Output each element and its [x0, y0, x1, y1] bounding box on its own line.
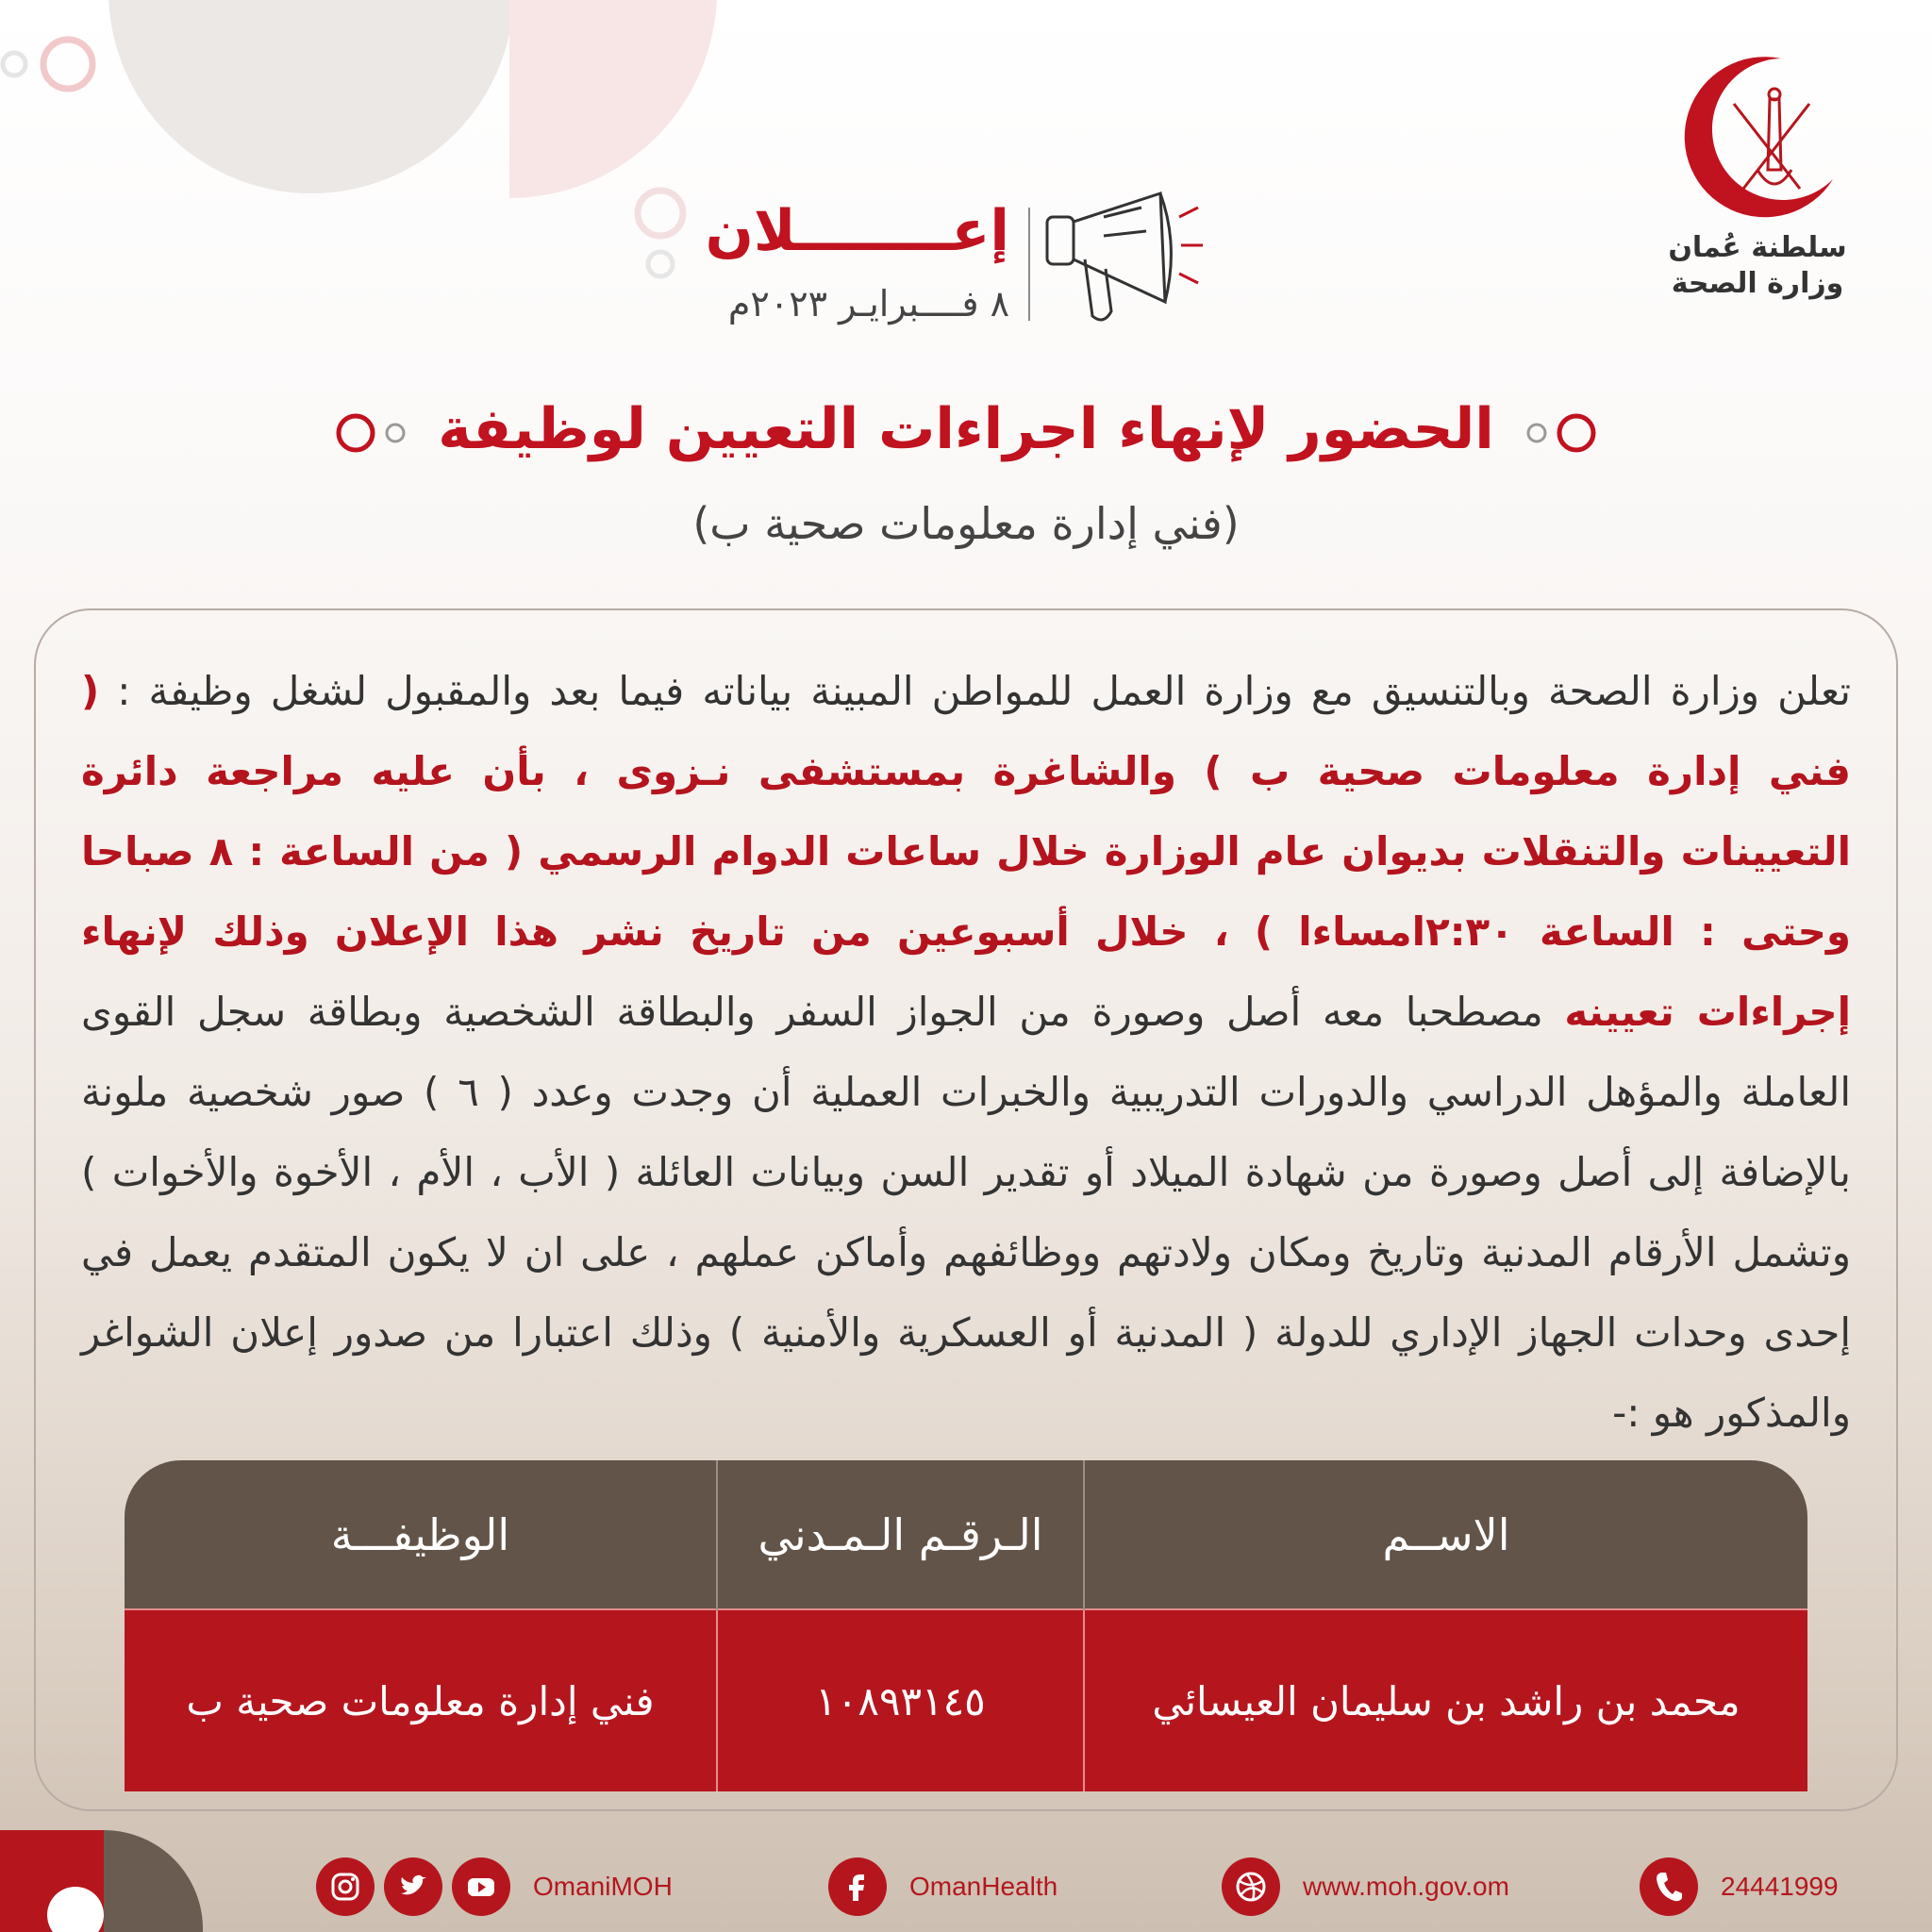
facebook-icon[interactable] — [828, 1857, 887, 1916]
website-url[interactable]: www.moh.gov.om — [1303, 1872, 1509, 1901]
announcement-body — [81, 651, 1851, 1453]
phone-number[interactable]: 24441999 — [1721, 1872, 1839, 1901]
cell-job: فني إدارة معلومات صحية ب — [125, 1609, 717, 1791]
megaphone-icon — [1038, 179, 1208, 340]
footer-social — [316, 1854, 673, 1920]
table-row — [125, 1609, 1807, 1791]
announcement-title: إعــــــــلان — [705, 198, 1009, 264]
header-civil-number: الـرقـم الـمـدني — [717, 1460, 1084, 1609]
divider — [1028, 208, 1030, 321]
social-handle[interactable]: OmaniMOH — [533, 1872, 673, 1901]
twitter-icon[interactable] — [384, 1857, 442, 1916]
body-requirements: مصطحبا معه أصل وصورة من الجواز السفر والبطاقة الشخصية وبطاقة سجل القوى العاملة والمؤهل الدراسي والدورات التدريبية والخبرات العملية أن وجدت وعدد ( ٦ ) صور شخصية ملونة بالإضافة إلى أصل وصورة من شهادة الميلاد أو تقدير السن وبيانات العائلة ( الأب ، الأم ، الأخوة والأخوات ) وتشمل الأرقام المدنية وتاريخ ومكان ولادتهم ووظائفهم وأماكن عملهم ، على ان لا يكون المتقدم يعمل في إحدى وحدات الجهاز الإداري للدولة ( المدنية أو العسكرية والأمنية ) وذلك اعتبارا من صدور إعلان الشواغر والمذكور هو :- — [81, 989, 1852, 1436]
facebook-handle[interactable]: OmanHealth — [909, 1872, 1058, 1901]
title-text: الحضور لإنهاء اجراءات التعيين لوظيفة — [438, 396, 1494, 462]
oman-emblem-icon — [1668, 47, 1847, 226]
logo-line2: وزارة الصحة — [1671, 267, 1844, 300]
header-job: الوظيفـــة — [125, 1460, 717, 1609]
cell-civil-number: ١٠٨٩٣١٤٥ — [717, 1609, 1084, 1791]
circles-decoration-icon — [1514, 408, 1599, 456]
main-title — [0, 396, 1932, 462]
subtitle: (فني إدارة معلومات صحية ب) — [692, 498, 1240, 549]
body-highlight: ( فني إدارة معلومات صحية ب ) والشاغرة بمستشفى نـزوى ، بأن عليه مراجعة دائرة التعيينات والتنقلات بديوان عام الوزارة خلال ساعات الدوام الرسمي ( من الساعة : ٨ صباحا وحتى : الساعة ٢:٣٠امساءا ) ، خلال أسبوعين من تاريخ نشر هذا الإعلان وذلك لإنهاء إجراءات تعيينه — [81, 668, 1852, 1035]
globe-icon[interactable] — [1222, 1857, 1280, 1916]
announcement-date: ٨ فــــبرايـر ٢٠٢٣م — [727, 283, 1009, 325]
candidate-table — [125, 1460, 1807, 1791]
footer-facebook — [828, 1854, 1058, 1920]
footer-phone — [1640, 1854, 1839, 1920]
youtube-icon[interactable] — [452, 1857, 510, 1916]
cell-name: محمد بن راشد بن سليمان العيسائي — [1084, 1609, 1807, 1791]
body-intro: تعلن وزارة الصحة وبالتنسيق مع وزارة العمل للمواطن المبينة بياناته فيما بعد والمقبول لشغل وظيفة : — [99, 668, 1851, 714]
logo-line1: سلطنة عُمان — [1668, 231, 1847, 264]
announcement-header — [705, 179, 1208, 340]
circles-decoration-icon — [333, 408, 418, 456]
ministry-logo — [1640, 47, 1875, 302]
phone-icon[interactable] — [1640, 1857, 1698, 1916]
instagram-icon[interactable] — [316, 1857, 375, 1916]
footer-website — [1222, 1854, 1509, 1920]
header-name: الاســم — [1084, 1460, 1807, 1609]
table-header-row — [125, 1460, 1807, 1609]
